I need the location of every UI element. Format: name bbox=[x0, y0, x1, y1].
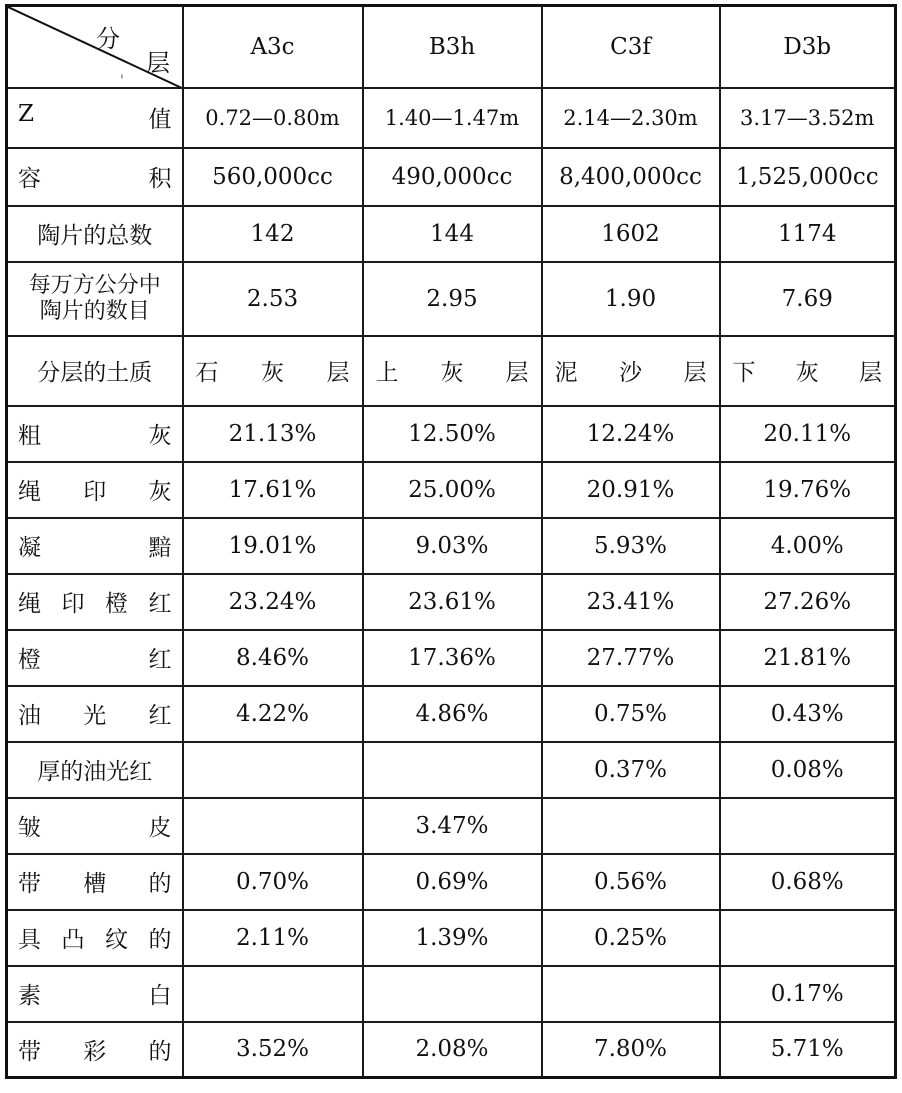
table-row bbox=[7, 854, 896, 910]
table-row bbox=[7, 910, 896, 966]
header-row bbox=[7, 6, 896, 88]
column-header: D3b bbox=[720, 6, 896, 88]
row-label-char: 素 bbox=[18, 983, 41, 1009]
table-cell: 0.70% bbox=[183, 854, 363, 910]
table-row bbox=[7, 406, 896, 462]
row-label-char: 凸 bbox=[61, 927, 85, 953]
table-cell: 2.95 bbox=[363, 262, 542, 336]
table-cell bbox=[183, 798, 363, 854]
table-cell: 7.69 bbox=[720, 262, 896, 336]
row-label-char: 皮 bbox=[148, 815, 172, 841]
row-label-char: 油 bbox=[18, 703, 41, 729]
row-label-char: 印 bbox=[83, 479, 107, 505]
row-label-char: 纹 bbox=[105, 927, 128, 953]
row-label-char: 灰 bbox=[148, 423, 172, 449]
table-cell: 2.53 bbox=[183, 262, 363, 336]
table-row bbox=[7, 462, 896, 518]
table-cell: 0.72—0.80m bbox=[183, 88, 363, 148]
table-cell bbox=[363, 966, 542, 1022]
row-label-char: 槽 bbox=[83, 871, 107, 897]
table-cell: 1,525,000cc bbox=[720, 148, 896, 206]
row-label-char: 的 bbox=[148, 927, 172, 953]
row-label-char: 具 bbox=[18, 927, 41, 953]
soil-char: 上 bbox=[375, 360, 399, 386]
table-cell: 490,000cc bbox=[363, 148, 542, 206]
table-cell: 0.17% bbox=[720, 966, 896, 1022]
table-row bbox=[7, 518, 896, 574]
table-cell bbox=[720, 910, 896, 966]
table-cell: 19.76% bbox=[720, 462, 896, 518]
soil-cell bbox=[720, 336, 896, 406]
row-label bbox=[7, 574, 183, 630]
row-label-char: 红 bbox=[148, 703, 172, 729]
row-label-char: 粗 bbox=[18, 423, 41, 449]
row-label-char: 白 bbox=[148, 983, 172, 1009]
table-cell: 9.03% bbox=[363, 518, 542, 574]
soil-char: 石 bbox=[195, 360, 219, 386]
row-label-char: 的 bbox=[148, 871, 172, 897]
row-label-char: Z bbox=[18, 101, 34, 127]
soil-char: 沙 bbox=[619, 360, 642, 386]
corner-label-top: 分 bbox=[96, 25, 120, 53]
soil-cell bbox=[183, 336, 363, 406]
row-label bbox=[7, 518, 183, 574]
row-label bbox=[7, 406, 183, 462]
soil-char: 层 bbox=[326, 360, 350, 386]
soil-char: 灰 bbox=[261, 360, 284, 386]
table-row bbox=[7, 966, 896, 1022]
table-cell: 0.75% bbox=[542, 686, 720, 742]
soil-char: 层 bbox=[683, 360, 707, 386]
row-label-char: 灰 bbox=[148, 479, 172, 505]
row-label-char: 积 bbox=[148, 166, 172, 192]
soil-char: 灰 bbox=[795, 360, 819, 386]
table-cell bbox=[183, 966, 363, 1022]
table-row bbox=[7, 798, 896, 854]
table-row bbox=[7, 574, 896, 630]
row-label-char: 光 bbox=[83, 703, 107, 729]
table-cell: 23.41% bbox=[542, 574, 720, 630]
row-label bbox=[7, 798, 183, 854]
volume-row bbox=[7, 148, 896, 206]
table-cell: 1174 bbox=[720, 206, 896, 262]
table-cell: 23.24% bbox=[183, 574, 363, 630]
row-label bbox=[7, 854, 183, 910]
table-cell: 20.11% bbox=[720, 406, 896, 462]
row-label-char: 黯 bbox=[148, 535, 172, 561]
row-label: 分层的土质 bbox=[7, 336, 183, 406]
row-label-char: 凝 bbox=[18, 535, 41, 561]
soil-char: 层 bbox=[505, 360, 529, 386]
table-cell: 3.17—3.52m bbox=[720, 88, 896, 148]
z-value-row bbox=[7, 88, 896, 148]
table-cell: 27.26% bbox=[720, 574, 896, 630]
row-label bbox=[7, 462, 183, 518]
table-cell: 4.86% bbox=[363, 686, 542, 742]
table-cell: 0.25% bbox=[542, 910, 720, 966]
table-cell: 25.00% bbox=[363, 462, 542, 518]
row-label-char: 容 bbox=[18, 166, 41, 192]
table-cell bbox=[542, 966, 720, 1022]
column-header: C3f bbox=[542, 6, 720, 88]
table-cell: 1602 bbox=[542, 206, 720, 262]
pottery-statistics-table bbox=[5, 4, 897, 1079]
row-label-line: 每万方公分中 bbox=[28, 272, 161, 298]
row-label-char: 绳 bbox=[18, 479, 41, 505]
row-label-char: 带 bbox=[18, 871, 41, 897]
table-cell: 23.61% bbox=[363, 574, 542, 630]
table-cell: 4.22% bbox=[183, 686, 363, 742]
soil-char: 下 bbox=[732, 360, 756, 386]
table-cell bbox=[720, 798, 896, 854]
corner-header-cell bbox=[7, 6, 183, 88]
row-label-char: 红 bbox=[148, 647, 172, 673]
table-cell bbox=[363, 742, 542, 798]
table-row bbox=[7, 1022, 896, 1078]
table-cell: 17.36% bbox=[363, 630, 542, 686]
table-row bbox=[7, 686, 896, 742]
row-label-char: 印 bbox=[61, 591, 85, 617]
table-cell: 3.47% bbox=[363, 798, 542, 854]
table-cell: 0.37% bbox=[542, 742, 720, 798]
table-cell: 20.91% bbox=[542, 462, 720, 518]
table-cell: 3.52% bbox=[183, 1022, 363, 1078]
table-cell: 21.13% bbox=[183, 406, 363, 462]
table-cell: 0.56% bbox=[542, 854, 720, 910]
table-cell: 0.69% bbox=[363, 854, 542, 910]
table-cell: 21.81% bbox=[720, 630, 896, 686]
table-cell: 560,000cc bbox=[183, 148, 363, 206]
table-cell: 17.61% bbox=[183, 462, 363, 518]
row-label bbox=[7, 1022, 183, 1078]
table-row bbox=[7, 630, 896, 686]
soil-char: 层 bbox=[859, 360, 882, 386]
table-cell: 19.01% bbox=[183, 518, 363, 574]
table-cell: 12.24% bbox=[542, 406, 720, 462]
corner-mark: ' bbox=[120, 73, 124, 88]
row-label-char: 皱 bbox=[18, 815, 41, 841]
table-cell: 2.14—2.30m bbox=[542, 88, 720, 148]
table-cell: 0.08% bbox=[720, 742, 896, 798]
table-cell: 4.00% bbox=[720, 518, 896, 574]
table-cell: 0.43% bbox=[720, 686, 896, 742]
table-cell: 8.46% bbox=[183, 630, 363, 686]
table-cell: 5.93% bbox=[542, 518, 720, 574]
row-label-char: 红 bbox=[148, 591, 172, 617]
table-cell: 7.80% bbox=[542, 1022, 720, 1078]
row-label-char: 的 bbox=[148, 1038, 172, 1065]
table-cell: 27.77% bbox=[542, 630, 720, 686]
table-cell: 2.08% bbox=[363, 1022, 542, 1078]
table-cell bbox=[183, 742, 363, 798]
table-cell: 12.50% bbox=[363, 406, 542, 462]
row-label: 厚的油光红 bbox=[7, 742, 183, 798]
row-label-char: 带 bbox=[18, 1038, 41, 1065]
row-label bbox=[7, 686, 183, 742]
row-label-char: 彩 bbox=[83, 1038, 107, 1065]
row-label-char: 橙 bbox=[18, 647, 41, 673]
row-label-line: 陶片的数目 bbox=[39, 298, 150, 324]
table-cell: 0.68% bbox=[720, 854, 896, 910]
table-container bbox=[5, 4, 897, 1079]
row-label: 陶片的总数 bbox=[7, 206, 183, 262]
soil-row bbox=[7, 336, 896, 406]
table-cell: 1.39% bbox=[363, 910, 542, 966]
table-row bbox=[7, 742, 896, 798]
table-cell: 142 bbox=[183, 206, 363, 262]
column-header: B3h bbox=[363, 6, 542, 88]
soil-char: 泥 bbox=[554, 360, 578, 386]
row-label bbox=[7, 630, 183, 686]
soil-cell bbox=[363, 336, 542, 406]
row-label bbox=[7, 148, 183, 206]
column-header: A3c bbox=[183, 6, 363, 88]
row-label bbox=[7, 910, 183, 966]
table-cell: 2.11% bbox=[183, 910, 363, 966]
row-label bbox=[7, 88, 183, 148]
row-label-char: 橙 bbox=[105, 591, 128, 617]
density-row bbox=[7, 262, 896, 336]
row-label bbox=[7, 966, 183, 1022]
table-cell: 1.90 bbox=[542, 262, 720, 336]
corner-label-bottom: 层 bbox=[146, 49, 170, 77]
row-label bbox=[7, 262, 183, 336]
row-label-char: 绳 bbox=[18, 591, 41, 617]
total-count-row bbox=[7, 206, 896, 262]
table-cell: 8,400,000cc bbox=[542, 148, 720, 206]
table-cell bbox=[542, 798, 720, 854]
table-cell: 144 bbox=[363, 206, 542, 262]
table-cell: 5.71% bbox=[720, 1022, 896, 1078]
table-cell: 1.40—1.47m bbox=[363, 88, 542, 148]
soil-cell bbox=[542, 336, 720, 406]
row-label-char: 值 bbox=[148, 107, 172, 133]
soil-char: 灰 bbox=[440, 360, 464, 386]
